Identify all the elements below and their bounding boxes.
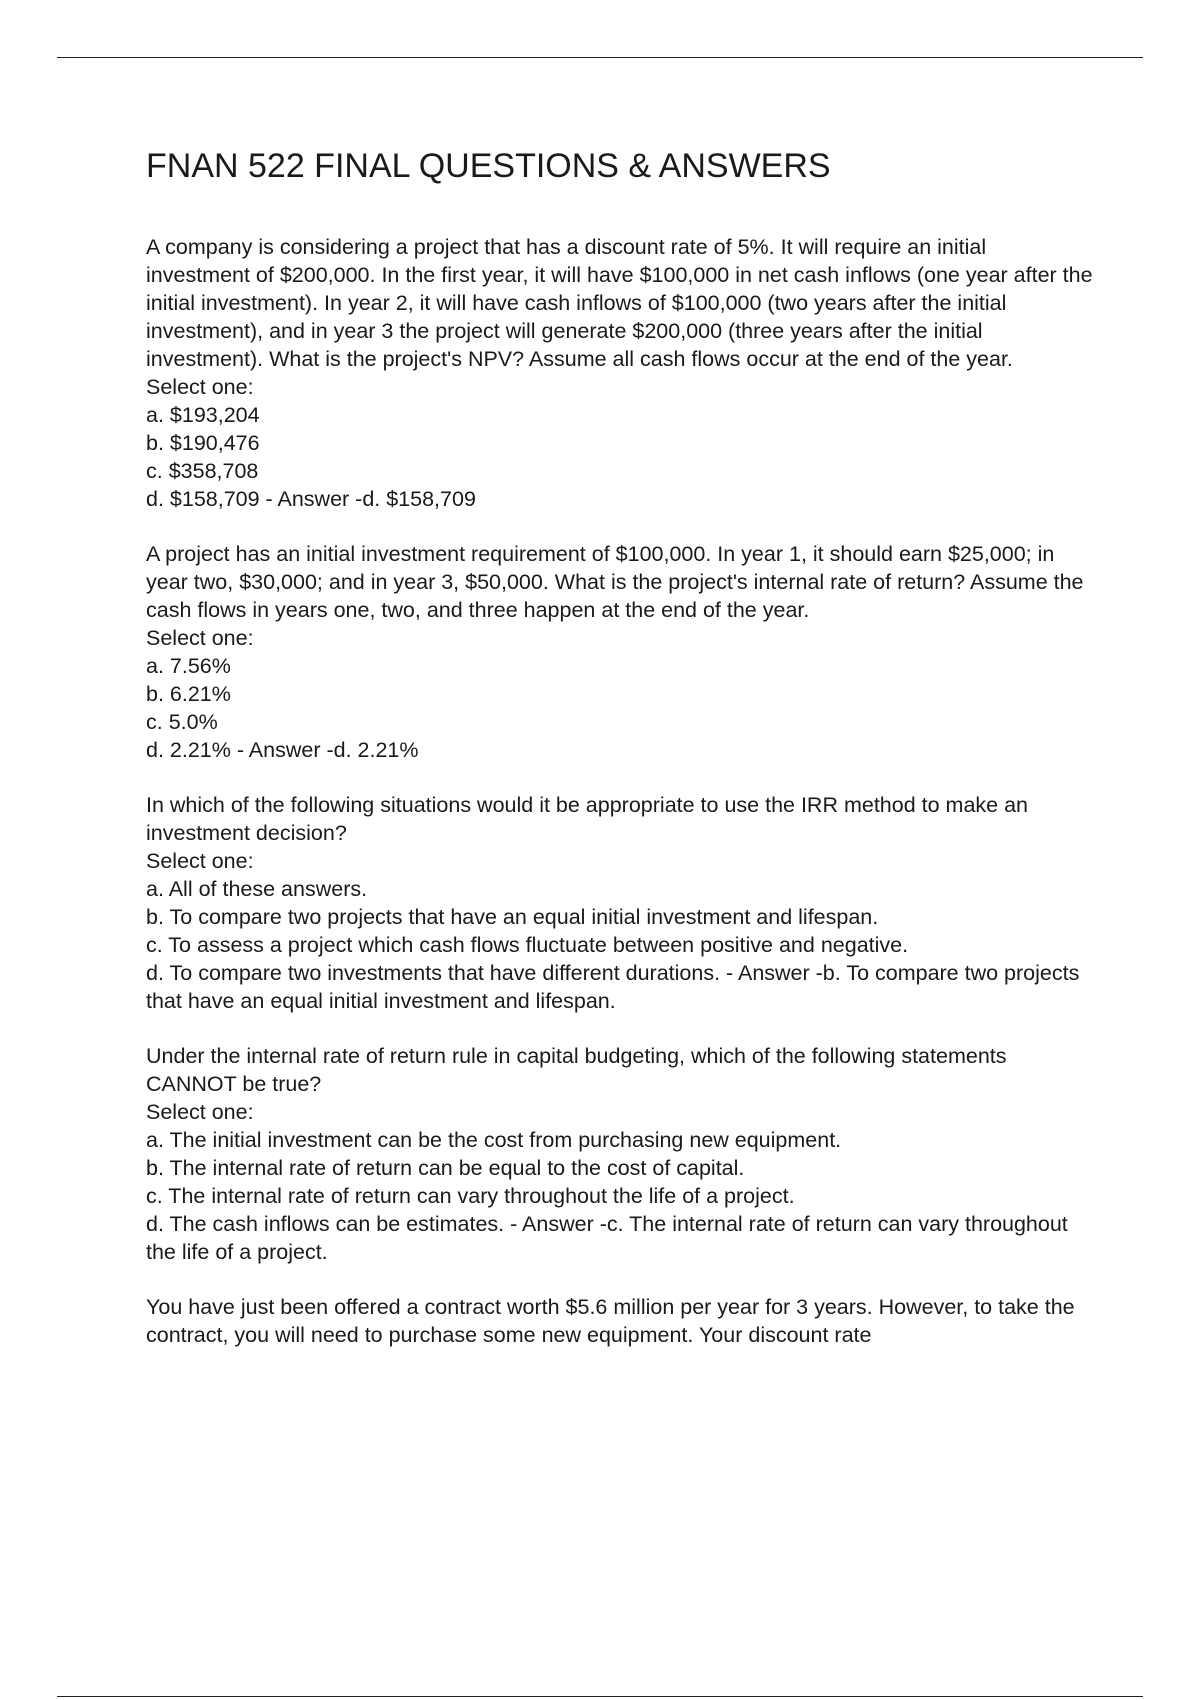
question-block (146, 233, 1096, 513)
select-prompt: Select one: (146, 375, 254, 399)
answer-option: b. To compare two projects that have an equal initial investment and lifespan. (146, 905, 879, 929)
answer-option: a. All of these answers. (146, 877, 368, 901)
answer-option: d. $158,709 - Answer -d. $158,709 (146, 487, 476, 511)
question-stem: A company is considering a project that has a discount rate of 5%. It will require an initial investment of $200,000. In the first year, it will have $100,000 in net cash inflows (one year after the initial investment). In year 2, it will have cash inflows of $100,000 (two years after the initial investment), and in year 3 the project will generate $200,000 (three years after the initial investment). What is the project's NPV? Assume all cash flows occur at the end of the year. (146, 235, 1093, 371)
select-prompt: Select one: (146, 849, 254, 873)
top-rule (57, 57, 1143, 58)
continued-question-text: You have just been offered a contract worth $5.6 million per year for 3 years. However, to take the contract, you will need to purchase some new equipment. Your discount rate (146, 1295, 1075, 1347)
answer-option: d. To compare two investments that have different durations. - Answer -b. To compare two projects that have an equal initial investment and lifespan. (146, 961, 1080, 1013)
bottom-rule (57, 1696, 1143, 1697)
select-prompt: Select one: (146, 1100, 254, 1124)
answer-option: a. $193,204 (146, 403, 260, 427)
answer-option: a. 7.56% (146, 654, 231, 678)
answer-option: b. The internal rate of return can be equal to the cost of capital. (146, 1156, 745, 1180)
page-content (146, 146, 1096, 1371)
document-title: FNAN 522 FINAL QUESTIONS & ANSWERS (146, 147, 831, 185)
question-block (146, 540, 1096, 764)
question-list (146, 233, 1096, 1349)
answer-option: c. 5.0% (146, 710, 218, 734)
question-block (146, 1042, 1096, 1266)
answer-option: c. The internal rate of return can vary throughout the life of a project. (146, 1184, 795, 1208)
question-stem: Under the internal rate of return rule in capital budgeting, which of the following statements CANNOT be true? (146, 1044, 1007, 1096)
question-stem: A project has an initial investment requirement of $100,000. In year 1, it should earn $25,000; in year two, $30,000; and in year 3, $50,000. What is the project's internal rate of return? Assume the cash flows in years one, two, and three happen at the end of the year. (146, 542, 1084, 622)
answer-option: d. 2.21% - Answer -d. 2.21% (146, 738, 419, 762)
answer-option: c. $358,708 (146, 459, 259, 483)
answer-option: a. The initial investment can be the cost from purchasing new equipment. (146, 1128, 842, 1152)
answer-option: b. $190,476 (146, 431, 260, 455)
answer-option: d. The cash inflows can be estimates. - Answer -c. The internal rate of return can vary throughout the life of a project. (146, 1212, 1068, 1264)
question-block (146, 791, 1096, 1015)
answer-option: b. 6.21% (146, 682, 231, 706)
answer-option: c. To assess a project which cash flows fluctuate between positive and negative. (146, 933, 909, 957)
question-stem: In which of the following situations would it be appropriate to use the IRR method to make an investment decision? (146, 793, 1029, 845)
select-prompt: Select one: (146, 626, 254, 650)
